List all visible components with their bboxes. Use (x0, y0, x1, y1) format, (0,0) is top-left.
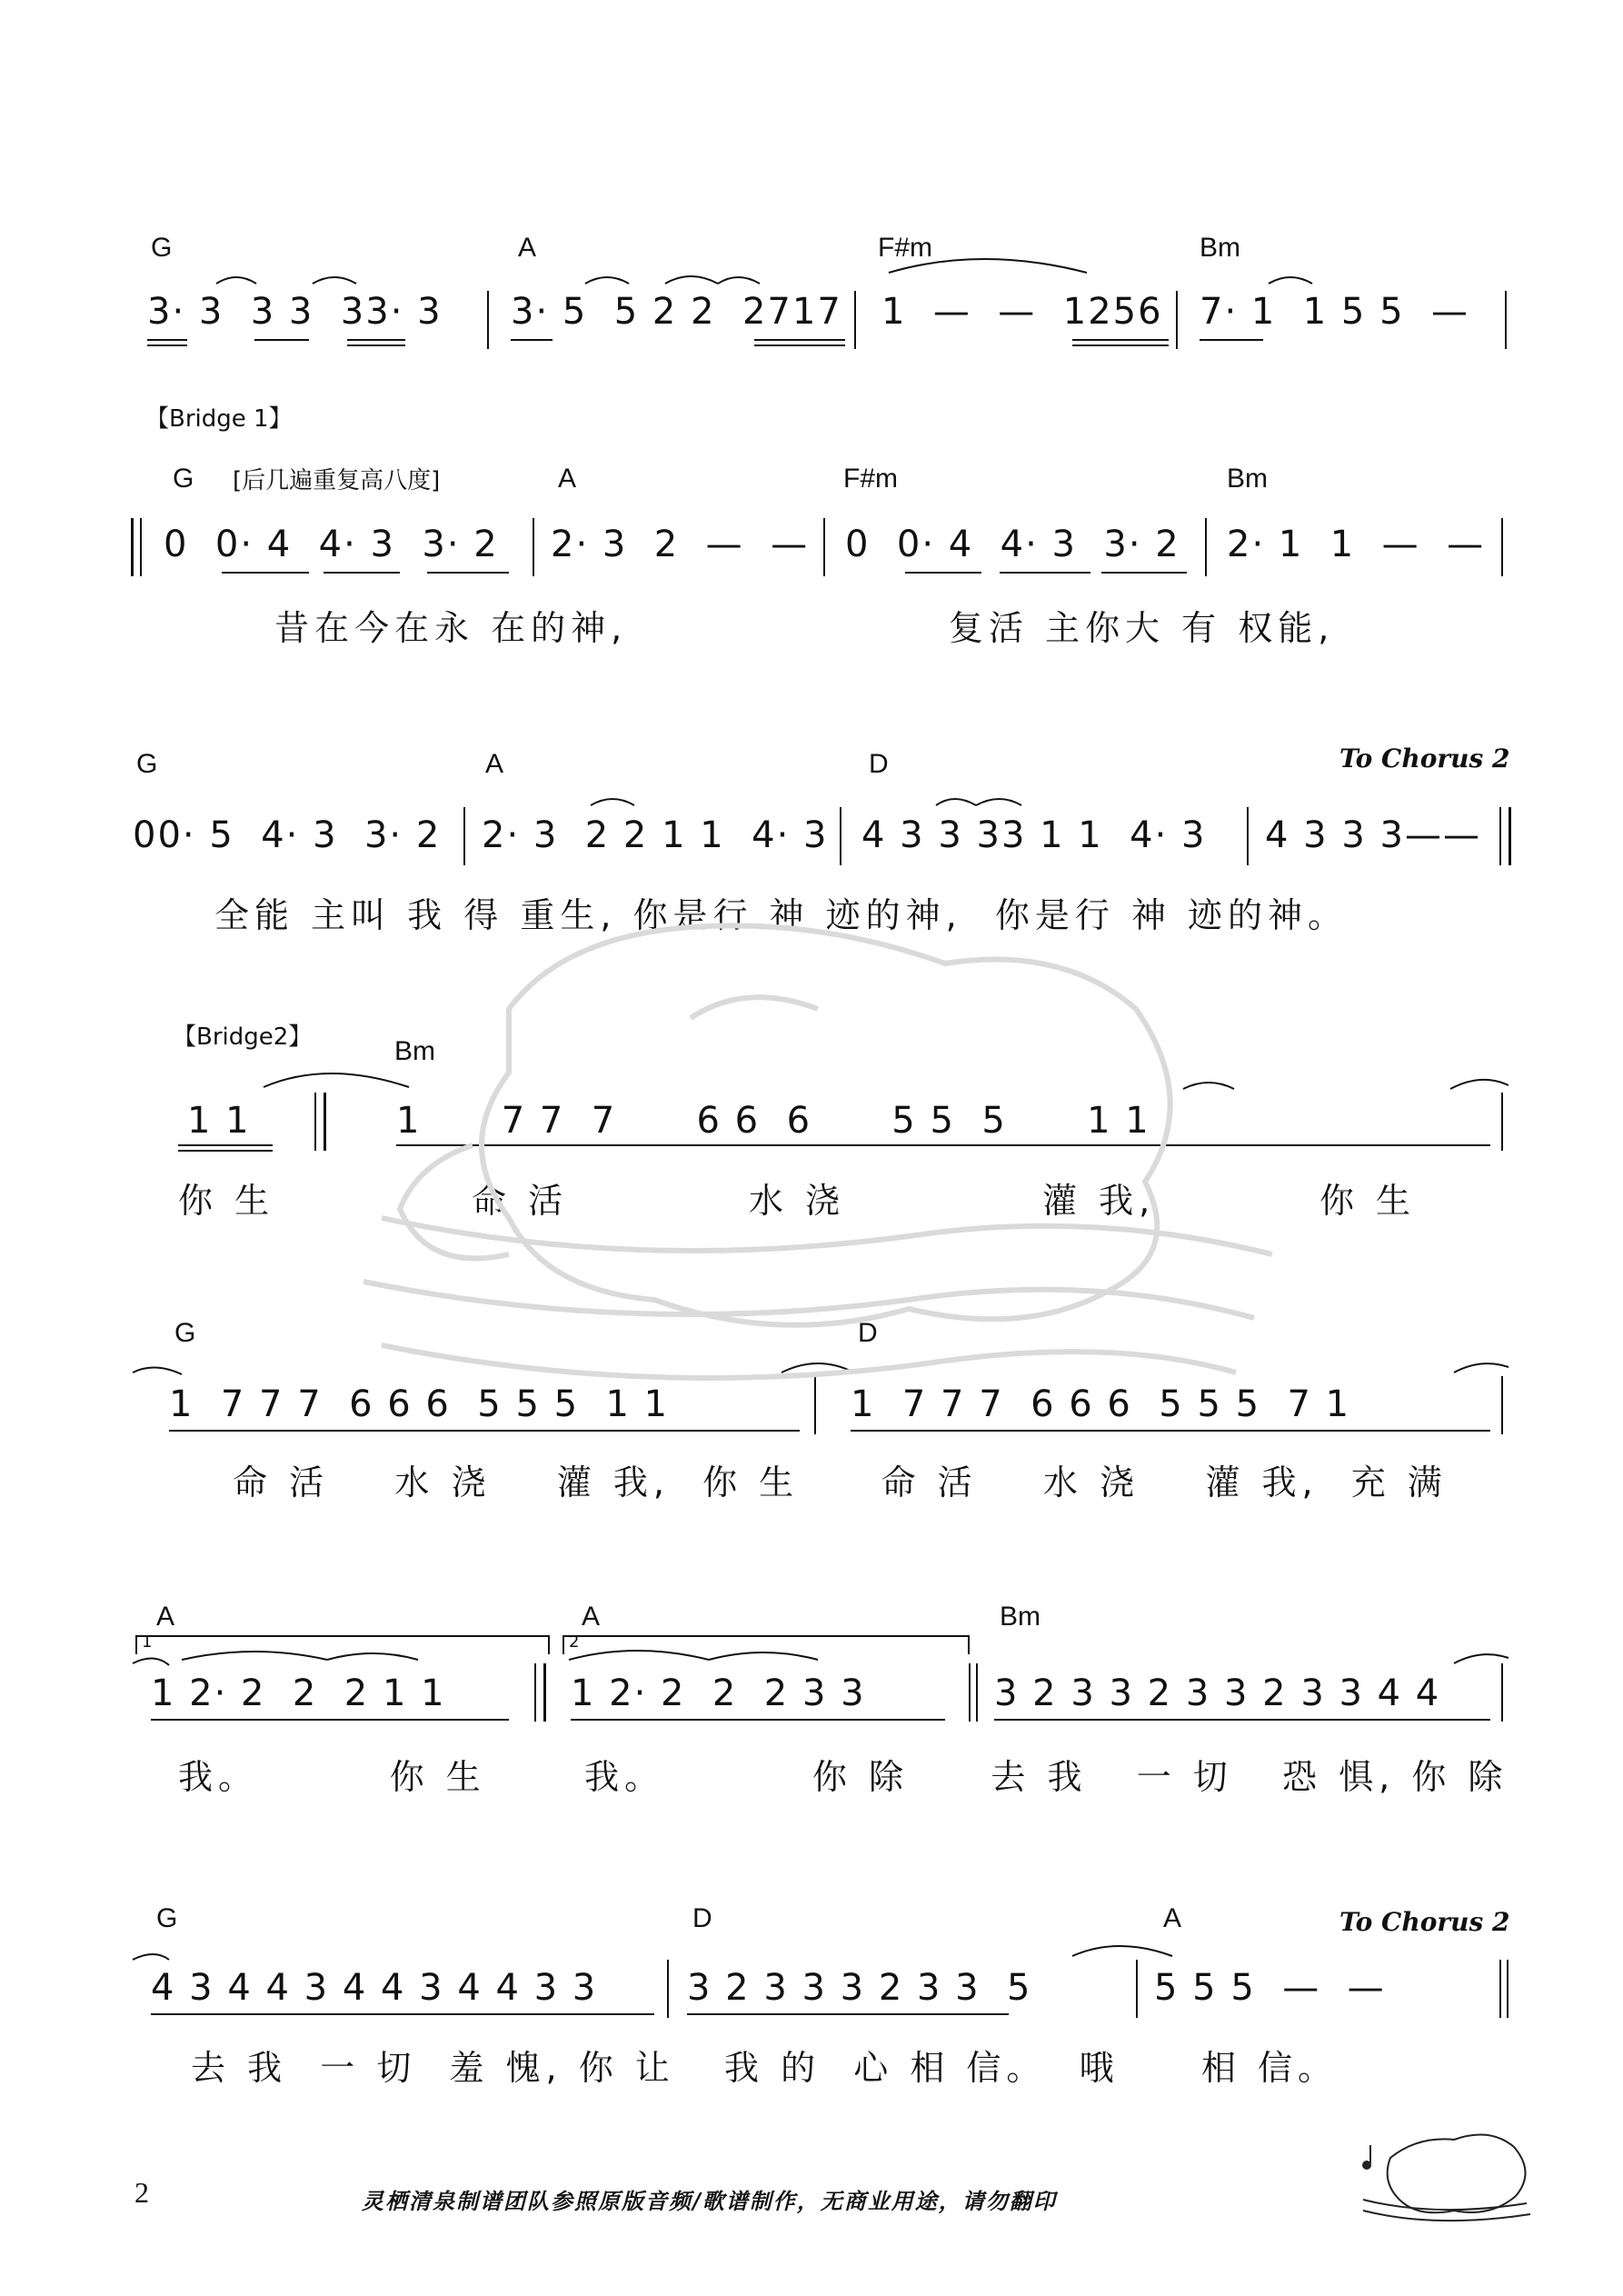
lyrics-line: 全能 主叫 我 得 重生, 你是行 神 迹的神, 你是行 神 迹的神。 (214, 895, 1349, 935)
measure-notes: 2· 1 1 — — (1227, 524, 1486, 565)
chord-label: G (156, 1903, 178, 1933)
chord-label: G (173, 464, 194, 494)
chord-label: A (1163, 1903, 1182, 1933)
chord-label: D (858, 1318, 878, 1348)
measure-notes: 3 2 3 3 2 3 3 2 3 3 4 4 (994, 1672, 1441, 1714)
measure-notes: 1 2· 2 2 2 1 1 (151, 1672, 446, 1714)
measure-notes: 3· 5 5 2 2 2717 (511, 291, 842, 333)
measure-notes: 4 3 4 4 3 4 4 3 4 4 3 3 (151, 1967, 598, 2009)
measure-notes: 1 1 (187, 1100, 251, 1142)
measure-notes: 00· 5 4· 3 3· 2 (133, 814, 442, 856)
measure-notes: 1 7 7 7 6 6 6 5 5 5 1 1 (169, 1383, 670, 1425)
to-chorus-marker: To Chorus 2 (1339, 744, 1510, 774)
measure-notes: 5 5 5 — — (1154, 1967, 1386, 2009)
measure-notes: 2· 3 2 — — (551, 524, 810, 565)
measure-notes: 0 0· 4 4· 3 3· 2 (164, 524, 499, 565)
watermark-sheep-icon (363, 925, 1272, 1378)
measure-notes: 3 2 3 3 3 2 3 3 5 (687, 1967, 1032, 2009)
chord-label: D (692, 1903, 712, 1933)
measure-notes: 4 3 3 3—— (1265, 814, 1481, 856)
measure-notes: 1 7 7 7 6 6 6 5 5 5 7 1 (851, 1383, 1351, 1425)
chord-label: D (869, 749, 889, 779)
measure-notes: 1 — — 1256 (881, 291, 1163, 333)
chord-label: Bm (1200, 233, 1240, 263)
chord-label: Bm (1227, 464, 1268, 494)
chord-label: A (518, 233, 537, 263)
measure-notes: 7· 1 1 5 5 — (1200, 291, 1469, 333)
chord-label: Bm (1000, 1602, 1041, 1632)
measure-notes: 0 0· 4 4· 3 3· 2 (845, 524, 1180, 565)
chord-label: A (156, 1602, 175, 1632)
measure-notes: 1 7 7 7 6 6 6 5 5 5 1 1 (396, 1100, 1150, 1142)
measure-notes: 3· 3 3 3 33· 3 (147, 291, 443, 333)
to-chorus-marker: To Chorus 2 (1339, 1907, 1510, 1937)
chord-label: G (151, 233, 173, 263)
lyrics-line: 复活 主你大 有 权能, (949, 608, 1335, 648)
measure-notes: 1 2· 2 2 2 3 3 (571, 1672, 866, 1714)
volta-number: 1 (142, 1632, 153, 1652)
lyrics-line: 我。 你 生 我。 你 除 去 我 一 切 恐 惧, 你 除 (178, 1757, 1508, 1797)
chord-label: Bm (394, 1036, 435, 1066)
lyrics-line: 去 我 一 切 羞 愧, 你 让 我 的 心 相 信。 哦 相 信。 (191, 2048, 1339, 2088)
chord-label: F#m (843, 464, 898, 494)
lyrics-line: 命 活 水 浇 灌 我, 你 生 命 活 水 浇 灌 我, 充 满 (233, 1462, 1448, 1502)
chord-label: F#m (878, 233, 932, 263)
measure-notes: 2· 3 2 2 1 1 4· 3 (482, 814, 829, 856)
chord-label: A (485, 749, 504, 779)
volta-number: 2 (569, 1632, 580, 1652)
section-label: 【Bridge2】 (173, 1023, 313, 1051)
footer-note: 灵栖清泉制谱团队参照原版音频/歌谱制作，无商业用途，请勿翻印 (362, 2188, 1057, 2214)
chord-label: A (558, 464, 577, 494)
sheep-logo-icon (1363, 2135, 1530, 2221)
lyrics-line: 昔在今在永 在的神, (274, 608, 628, 648)
measure-notes: 4 3 3 33 1 1 4· 3 (861, 814, 1207, 856)
page-number: 2 (134, 2176, 149, 2209)
chord-label: A (582, 1602, 601, 1632)
chord-label: G (136, 749, 158, 779)
section-label: 【Bridge 1】 (145, 405, 293, 433)
chord-label: G (174, 1318, 196, 1348)
performance-note: [后几遍重复高八度] (233, 467, 441, 494)
lyrics-line: 你 生 命 活 水 浇 灌 我, 你 生 (178, 1181, 1417, 1221)
